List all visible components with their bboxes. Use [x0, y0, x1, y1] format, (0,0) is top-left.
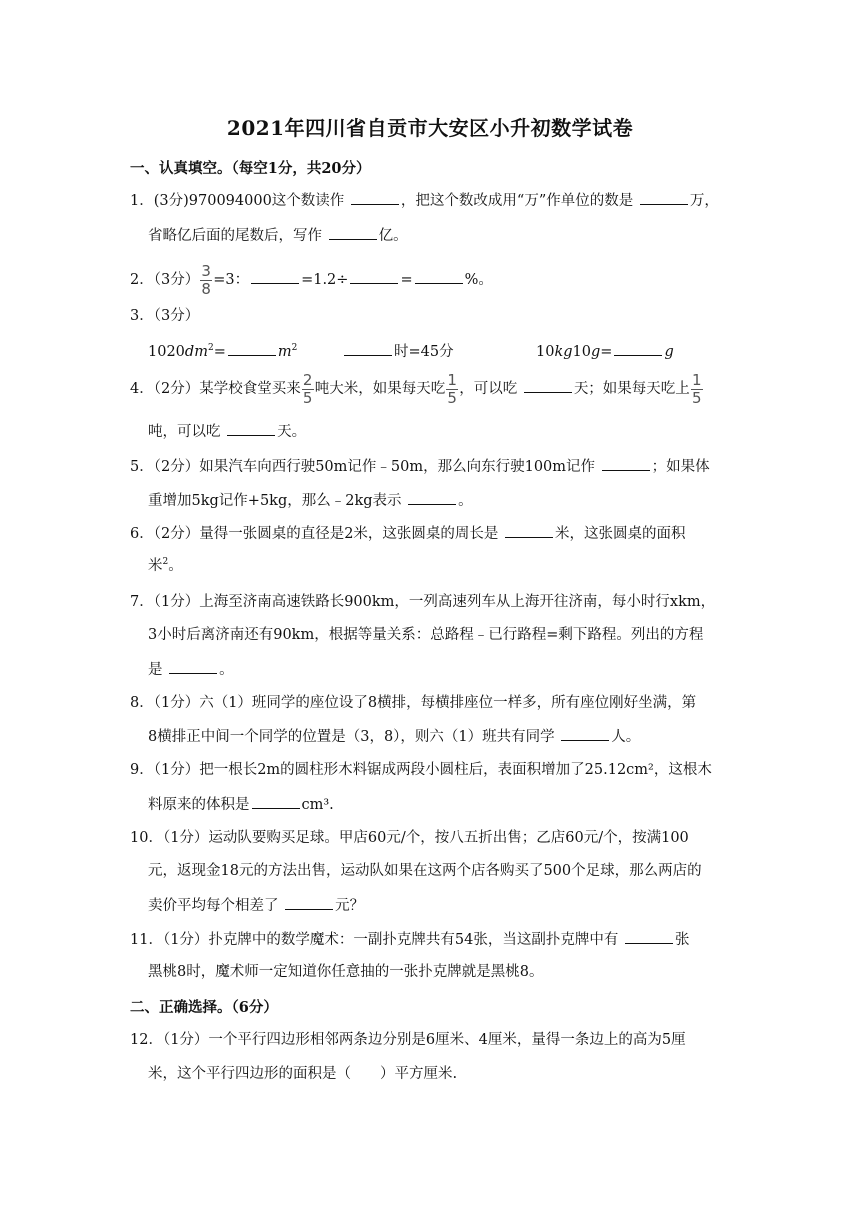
question-10-line-2: 元，返现金18元的方法出售，运动队如果在这两个店各购买了500个足球，那么两店的 [148, 863, 702, 879]
question-1-line-1: 1．(3分)970094000这个数读作 ，把这个数改成用“万”作单位的数是 万， [130, 190, 719, 211]
answer-blank[interactable] [227, 421, 275, 436]
question-12-line-1: 12．（1分）一个平行四边形相邻两条边分别是6厘米、4厘米，量得一条边上的高为5厘 [130, 1032, 686, 1048]
answer-blank[interactable] [329, 225, 377, 240]
answer-blank[interactable] [524, 378, 572, 393]
question-1-line-2: 省略亿后面的尾数后，写作 亿。 [148, 225, 408, 246]
answer-blank[interactable] [251, 269, 299, 284]
question-3-part-1: $1020dm^2= m^2$ [148, 341, 297, 362]
answer-blank[interactable] [625, 929, 673, 944]
answer-blank[interactable] [228, 341, 276, 356]
fraction: $\frac{3}{8}$ [201, 261, 211, 298]
answer-blank[interactable] [415, 269, 463, 284]
question-10-line-1: 10．（1分）运动队要购买足球。甲店60元/个，按八五折出售；乙店60元/个，按满100 [130, 830, 689, 846]
question-2: 2．（3分） $\frac{3}{8}$ =3： =1.2÷ = %。 [130, 261, 493, 298]
fraction: $\frac{1}{5}$ [447, 370, 457, 407]
section-2-heading: 二、正确选择。（6分） [130, 999, 278, 1016]
question-9-line-1: 9．（1分）把一根长2m的圆柱形木料锯成两段小圆柱后，表面积增加了25.12cm²，这根木 [130, 762, 712, 778]
page-title: 2021年四川省自贡市大安区小升初数学试卷 [226, 116, 634, 140]
answer-blank[interactable] [614, 341, 662, 356]
question-6-line-1: 6．（2分）量得一张圆桌的直径是2米，这张圆桌的周长是 米，这张圆桌的面积 [130, 523, 686, 544]
question-5-line-2: 重增加5kg记作+5kg，那么﹣2kg表示 。 [148, 490, 473, 511]
question-3-header: 3．（3分） [130, 308, 200, 324]
answer-blank[interactable] [505, 523, 553, 538]
answer-blank[interactable] [602, 456, 650, 471]
question-11-line-1: 11．（1分）扑克牌中的数学魔术：一副扑克牌共有54张，当这副扑克牌中有 张 [130, 929, 689, 950]
section-1-heading: 一、认真填空。（每空1分，共20分） [130, 160, 371, 177]
fraction: $\frac{2}{5}$ [302, 370, 313, 407]
question-6-line-2: 米$^2$。 [148, 557, 183, 574]
question-3-part-2: 时=45分 [342, 341, 454, 362]
answer-blank[interactable] [344, 341, 392, 356]
answer-blank[interactable] [640, 190, 688, 205]
question-8-line-1: 8．（1分）六（1）班同学的座位设了8横排，每横排座位一样多，所有座位刚好坐满，第 [130, 695, 697, 711]
question-3-part-3: 10kg10g= g [536, 341, 674, 362]
fraction: $\frac{1}{5}$ [692, 370, 702, 407]
answer-blank[interactable] [169, 659, 217, 674]
question-4-line-1: 4．（2分）某学校食堂买来 $\frac{2}{5}$ 吨大米，如果每天吃 $\frac{1}{5}$ ，可以吃 天；如果每天吃上 $\frac{1}{5}$ [130, 370, 702, 407]
question-9-line-2: 料原来的体积是 cm³. [148, 794, 334, 815]
question-5-line-1: 5．（2分）如果汽车向西行驶50m记作﹣50m，那么向东行驶100m记作 ；如果体 [130, 456, 710, 477]
answer-blank[interactable] [408, 490, 456, 505]
answer-blank[interactable] [350, 269, 398, 284]
question-11-line-2: 黑桃8时，魔术师一定知道你任意抽的一张扑克牌就是黑桃8。 [148, 964, 544, 980]
question-4-line-2: 吨，可以吃 天。 [148, 421, 306, 442]
question-8-line-2: 8横排正中间一个同学的位置是（3，8），则六（1）班共有同学 人。 [148, 726, 640, 747]
answer-blank[interactable] [252, 794, 300, 809]
question-7-line-3: 是 。 [148, 659, 234, 680]
question-12-line-2: 米，这个平行四边形的面积是（ ）平方厘米. [148, 1066, 458, 1082]
answer-blank[interactable] [285, 895, 333, 910]
answer-blank[interactable] [561, 726, 609, 741]
question-7-line-2: 3小时后离济南还有90km，根据等量关系：总路程﹣已行路程=剩下路程。列出的方程 [148, 627, 704, 643]
answer-blank[interactable] [351, 190, 399, 205]
question-7-line-1: 7．（1分）上海至济南高速铁路长900km，一列高速列车从上海开往济南，每小时行xkm， [130, 594, 716, 610]
question-10-line-3: 卖价平均每个相差了 元？ [148, 895, 364, 916]
